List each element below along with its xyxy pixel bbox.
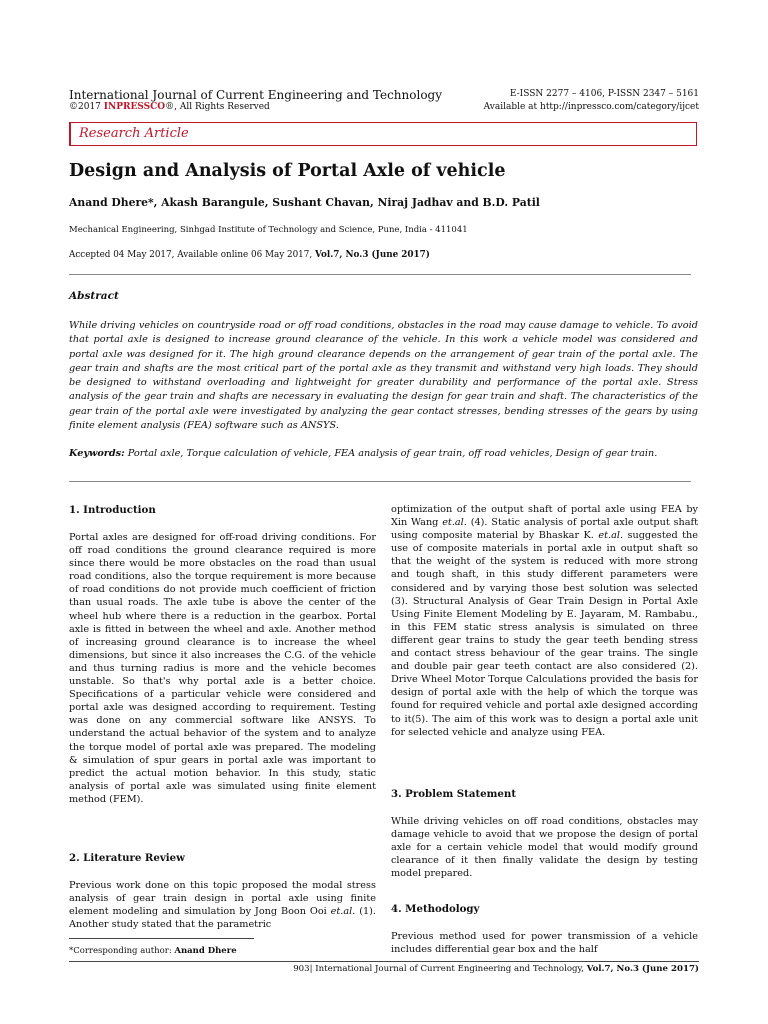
problem-body <box>391 815 698 880</box>
paper-title: Design and Analysis of Portal Axle of vehicle <box>69 161 506 181</box>
dates-text: Accepted 04 May 2017, Available online 06 May 2017, <box>69 250 315 260</box>
literature-continued <box>391 503 698 739</box>
section-heading-literature: 2. Literature Review <box>69 852 185 864</box>
footnote-divider <box>69 938 254 939</box>
literature-etal: et.al. <box>330 906 356 918</box>
section-heading-problem: 3. Problem Statement <box>391 788 517 800</box>
copyright-prefix: ©2017 <box>69 102 104 112</box>
footnote-label: *Corresponding author: <box>69 946 175 956</box>
abstract-body: While driving vehicles on countryside road or off road conditions, obstacles in the road may cause damage to vehicle. To avoid that portal axle is designed to increase ground clearance of the vehicle. In this work a vehicle model was considered and portal axle was designed for it. The high ground clearance depends on the arrangement of gear train of the portal axle. The gear train and shafts are the most critical part of the portal axle as they transmit and withstand very high loads. They should be designed to withstand overloading and lightweight for greater durability and performance of the portal axle. Stress analysis of the gear train and shafts are necessary in evaluating the design for gear train and shaft. The characteristics of the gear train of the portal axle were investigated by analyzing the gear contact stresses, bending stresses of the gears by using finite element analysis (FEA) software such as ANSYS. <box>69 320 698 432</box>
footer-volume: Vol.7, No.3 (June 2017) <box>586 964 699 974</box>
keywords-text: Portal axle, Torque calculation of vehicle, FEA analysis of gear train, off road vehicles, Design of gear train. <box>124 448 658 459</box>
article-type-label: Research Article <box>79 126 189 141</box>
problem-paragraph: While driving vehicles on off road conditions, obstacles may damage vehicle to avoid that we propose the design of portal axle for a certain vehicle model that would modify ground clearance of it then finally validate the design by testing model prepared. <box>391 816 698 880</box>
methodology-body <box>391 930 698 956</box>
right-text-b: (4). Static analysis of portal axle output shaft using composite material by Bhaskar K. <box>391 517 698 542</box>
affiliation: Mechanical Engineering, Sinhgad Institute of Technology and Science, Pune, India - 411041 <box>69 225 468 235</box>
available-link[interactable]: Available at http://inpressco.com/category/ijcet <box>483 102 699 112</box>
introduction-body <box>69 531 376 806</box>
literature-paragraph <box>69 879 376 931</box>
copyright-suffix: ®, All Rights Reserved <box>165 102 270 112</box>
right-text-c: suggested the use of composite materials in portal axle in output shaft so that the weight of the system is reduced with more strong and tough shaft, in this study different parameters were considered and by varying those best solution was selected (3). Structural Analysis of Gear Train Design in Portal Axle Using Finite Element Modeling by E. Jayaram, M. Rambabu., in this FEM static stress analysis is simulated on three different gear trains to study the gear teeth bending stress and contact stress behaviour of the gear trains. The single and double pair gear teeth contact are also considered (2). Drive Wheel Motor Torque Calculations provided the basis for design of portal axle with the help of which the torque was found for required vehicle and portal axle designed according to it(5). The aim of this work was to design a portal axle unit for selected vehicle and analyze using FEA. <box>391 530 698 738</box>
methodology-paragraph: Previous method used for power transmission of a vehicle includes differential gear box and the half <box>391 931 698 956</box>
publication-dates <box>69 250 430 260</box>
article-type-banner <box>69 122 697 146</box>
footnote <box>69 946 237 956</box>
author-list: Anand Dhere*, Akash Barangule, Sushant Chavan, Niraj Jadhav and B.D. Patil <box>69 196 540 209</box>
divider-top <box>69 274 691 275</box>
abstract-heading: Abstract <box>69 290 119 302</box>
introduction-paragraph: Portal axles are designed for off-road driving conditions. For off road conditions the ground clearance required is more since there would be more obstacles on the road than usual road conditions, also the torque requirement is more because of road conditions do not provide much coefficient of friction than usual roads. The axle tube is above the center of the wheel hub where there is a reduction in the gearbox. Portal axle is fitted in between the wheel and axle. Another method of increasing ground clearance is to increase the wheel dimensions, but since it also increases the C.G. of the vehicle and thus turning radius is more and the vehicle becomes unstable. So that's why portal axle is a better choice. Specifications of a particular vehicle were considered and portal axle was designed according to requirement. Testing was done on any commercial software like ANSYS. To understand the actual behavior of the system and to analyze the torque model of portal axle was prepared. The modeling & simulation of spur gears in portal axle was important to predict the actual motion behavior. In this study, static analysis of portal axle was simulated using finite element method (FEM). <box>69 532 376 805</box>
copyright-line <box>69 102 270 112</box>
right-text-a: optimization of the output shaft of portal axle using FEA by Xin Wang <box>391 504 698 529</box>
footer-text: 903| International Journal of Current Engineering and Technology, <box>293 964 587 974</box>
section-heading-introduction: 1. Introduction <box>69 504 156 516</box>
literature-continued-paragraph <box>391 503 698 739</box>
paper-page <box>69 0 699 1024</box>
keywords-label: Keywords: <box>69 448 125 459</box>
literature-text-b: (1). Another study stated that the parametric <box>69 906 376 931</box>
footnote-author: Anand Dhere <box>174 946 237 956</box>
footer-divider <box>69 961 699 962</box>
page-footer <box>293 964 699 974</box>
literature-text-a: Previous work done on this topic proposed the modal stress analysis of gear train design in portal axle using finite element modeling and simulation by Jong Boon Ooi <box>69 880 376 918</box>
issn-line: E-ISSN 2277 – 4106, P-ISSN 2347 – 5161 <box>509 89 699 99</box>
section-heading-methodology: 4. Methodology <box>391 903 480 915</box>
right-etal-2: et.al. <box>598 530 624 542</box>
right-etal-1: et.al. <box>442 517 467 529</box>
volume-info: Vol.7, No.3 (June 2017) <box>314 250 430 260</box>
keywords <box>69 447 698 461</box>
publisher-brand: INPRESSCO <box>103 102 166 112</box>
journal-name: International Journal of Current Engineering and Technology <box>69 88 443 102</box>
divider-keywords <box>69 481 691 482</box>
literature-body <box>69 879 376 931</box>
